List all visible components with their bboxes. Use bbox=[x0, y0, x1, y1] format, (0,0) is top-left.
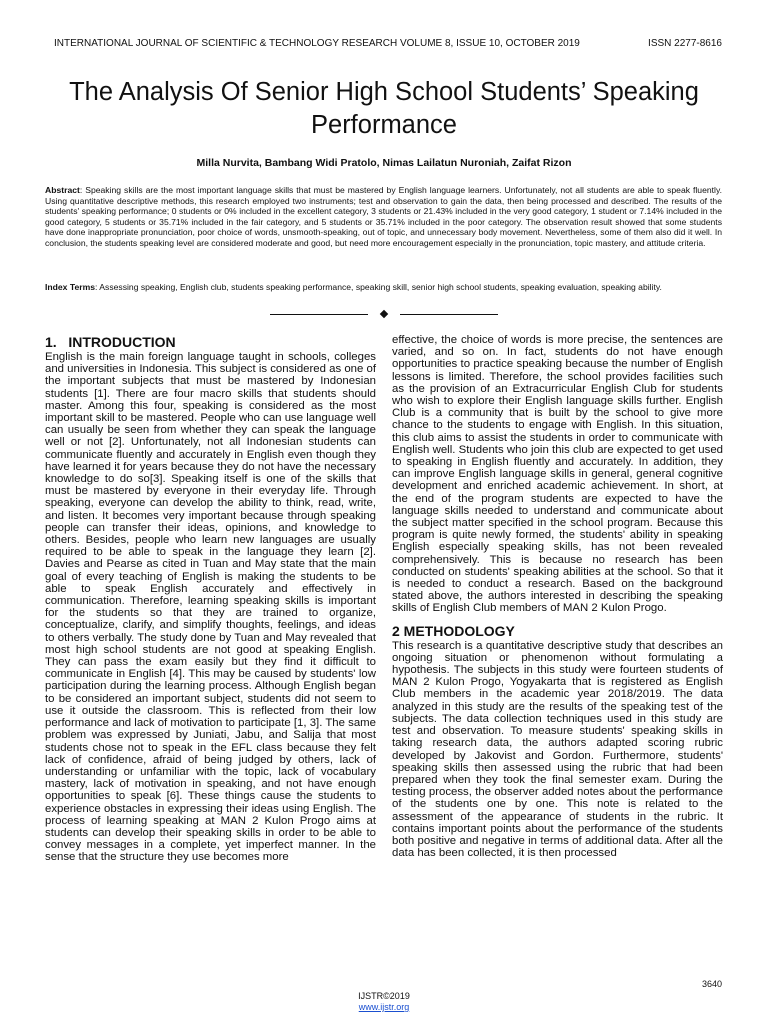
page-footer bbox=[0, 991, 768, 1013]
diamond-icon bbox=[380, 310, 388, 318]
section-divider bbox=[270, 309, 498, 319]
divider-line-right bbox=[400, 314, 498, 315]
issn: ISSN 2277-8616 bbox=[648, 38, 722, 49]
methodology-heading: 2 METHODOLOGY bbox=[392, 622, 515, 639]
right-column bbox=[392, 334, 723, 859]
index-terms-label: Index Terms bbox=[45, 282, 95, 292]
abstract-text: : Speaking skills are the most important language skills that must be mastered by English language learners. Unfortunately, not all students are able to speak fluently. Using quantitative descriptive methods, this research employed two instruments; test and observation to gain the data, then being processed and described. The results of the students' speaking performance; 0 students or 0% included in the excellent category, 3 students or 21.43% included in the very good category, 1 student or 7.14% included in the good category, 5 students or 35.71% included in the fair category, and 5 students or 35.71% included in the poor category. The observation result showed that some students have done inappropriate pronunciation, poor choice of words, unsmooth-speaking, out of topic, and unnecessary body movement. Nevertheless, some of them also did it well. In conclusion, the students speaking level are considered moderate and good, but need more encouragement especially in the pronunciation, topic mastery, and attitude criteria. bbox=[45, 185, 722, 248]
running-header bbox=[54, 38, 722, 52]
footer-brand: IJSTR©2019 bbox=[358, 991, 410, 1001]
introduction-paragraph: English is the main foreign language taught in schools, colleges and universities in Indonesia. This subject is considered as one of the important subjects that must be mastered by Indonesian students [1]. There are four macro skills that students should master. Among this four, speaking is considered as the most important skill to be mastered. People who can use language well can usually be seen from whether they can speak the language well or not [2]. Unfortunately, not all Indonesian students can communicate fluently and accurately in English even though they have learned it for years because they do not have the necessary knowledge to do so[3]. Speaking itself is one of the skills that must be mastered by everyone in their everyday life. Through speaking, everyone can develop the ability to think, read, write, and listen. It becomes very important because through speaking people can transfer their ideas, opinions, and knowledge to others. Besides, people who learn new languages are usually required to be able to speak in the language they learn [2]. Davies and Pearse as cited in Tuan and May state that the main goal of every teaching of English is making the students to be able to speak English accurately and effectively in communication. Therefore, learning speaking skills is important for the students so that they are trained to organize, conceptualize, clarify, and simplify thoughts, feelings, and ideas to others verbally. The study done by Tuan and May revealed that most high school students are not good at speaking English. They can pass the exam easily but they find it difficult to communicate in English [4]. This may be caused by students' low participation during the learning process. Although English began to be considered an important subject, students did not seem to use it outside the classroom. This is reflected from their low performance and lack of motivation to participate [1, 3]. The same problem was expressed by Juniati, Jabu, and Salija that most students chose not to speak in the EFL class because they felt lack of confidence, afraid of being judged by others, lack of understanding or unfamiliar with the topic, lack of vocabulary mastery, lack of motivation in speaking, and not have enough opportunities to speak [6]. These things cause the students to experience obstacles in expressing their ideas using English. The process of learning speaking at MAN 2 Kulon Progo aims at students can develop their speaking skills in order to be able to convey messages in a complete, yet imperfect manner. In the sense that the structure they use becomes more bbox=[45, 351, 376, 864]
methodology-paragraph: This research is a quantitative descriptive study that describes an ongoing situation or phenomenon without formulating a hypothesis. The subjects in this study were fourteen students of MAN 2 Kulon Progo, Yogyakarta that is registered as English Club members in the academic year 2018/2019. The data analyzed in this study are the results of the speaking test of the subjects. The data collection techniques used in this study are test and observation. To measure students' speaking skills in taking research data, the authors adapted scoring rubric developed by Jakovist and Gordon. Furthermore, students' speaking skills then assessed using the rubric that had been prepared when they took the final semester exam. During the testing process, the observer added notes about the performance of the students one by one. This note is related to the assessment of the appearance of students in the rubric. It contains important points about the performance of the students both positive and negative in terms of additional data. After all the data has been collected, it is then processed bbox=[392, 639, 723, 860]
paper-title: The Analysis Of Senior High School Students’ Speaking Performance bbox=[69, 78, 699, 139]
abstract-label: Abstract bbox=[45, 185, 80, 195]
author-list: Milla Nurvita, Bambang Widi Pratolo, Nimas Lailatun Nuroniah, Zaifat Rizon bbox=[196, 157, 572, 169]
index-terms-text: : Assessing speaking, English club, students speaking performance, speaking skill, senior high school students, speaking evaluation, speaking ability. bbox=[95, 282, 662, 292]
introduction-heading: 1. INTRODUCTION bbox=[45, 334, 176, 350]
introduction-continued-paragraph: effective, the choice of words is more precise, the sentences are varied, and so on. In fact, students do not have enough opportunities to practice speaking because the number of English lessons is limited. Therefore, the school provides facilities such as the provision of an Extracurricular English Club for students who wish to explore their English language skills further. English Club is a community that is built by the school to give more chance to the students to engage with English. In this situation, this club aims to assist the students in order to communicate with English well. Students who join this club are expected to get used to speaking in English fluently and accurately. In addition, they can improve English language skills in general, general cognitive development and enriched academic achievement. In short, at the end of the program students are expected to have the language skills needed to understand and communicate about the subject matter specified in the school program. Because this program is quite newly formed, the students' ability in speaking English especially speaking skills, has not been revealed comprehensively. This is because no research has been conducted on students' speaking abilities at the school. So that it is needed to conduct a research. Based on the background stated above, the authors interested in describing the speaking skills of English Club members of MAN 2 Kulon Progo. bbox=[392, 334, 723, 615]
page-number: 3640 bbox=[701, 979, 722, 989]
divider-line-left bbox=[270, 314, 368, 315]
journal-info: INTERNATIONAL JOURNAL OF SCIENTIFIC & TECHNOLOGY RESEARCH VOLUME 8, ISSUE 10, OCTOBER 2019 bbox=[54, 38, 580, 49]
left-column bbox=[45, 334, 376, 864]
index-terms bbox=[45, 282, 722, 293]
abstract bbox=[45, 185, 722, 249]
footer-url-link[interactable]: www.ijstr.org bbox=[358, 1002, 410, 1012]
